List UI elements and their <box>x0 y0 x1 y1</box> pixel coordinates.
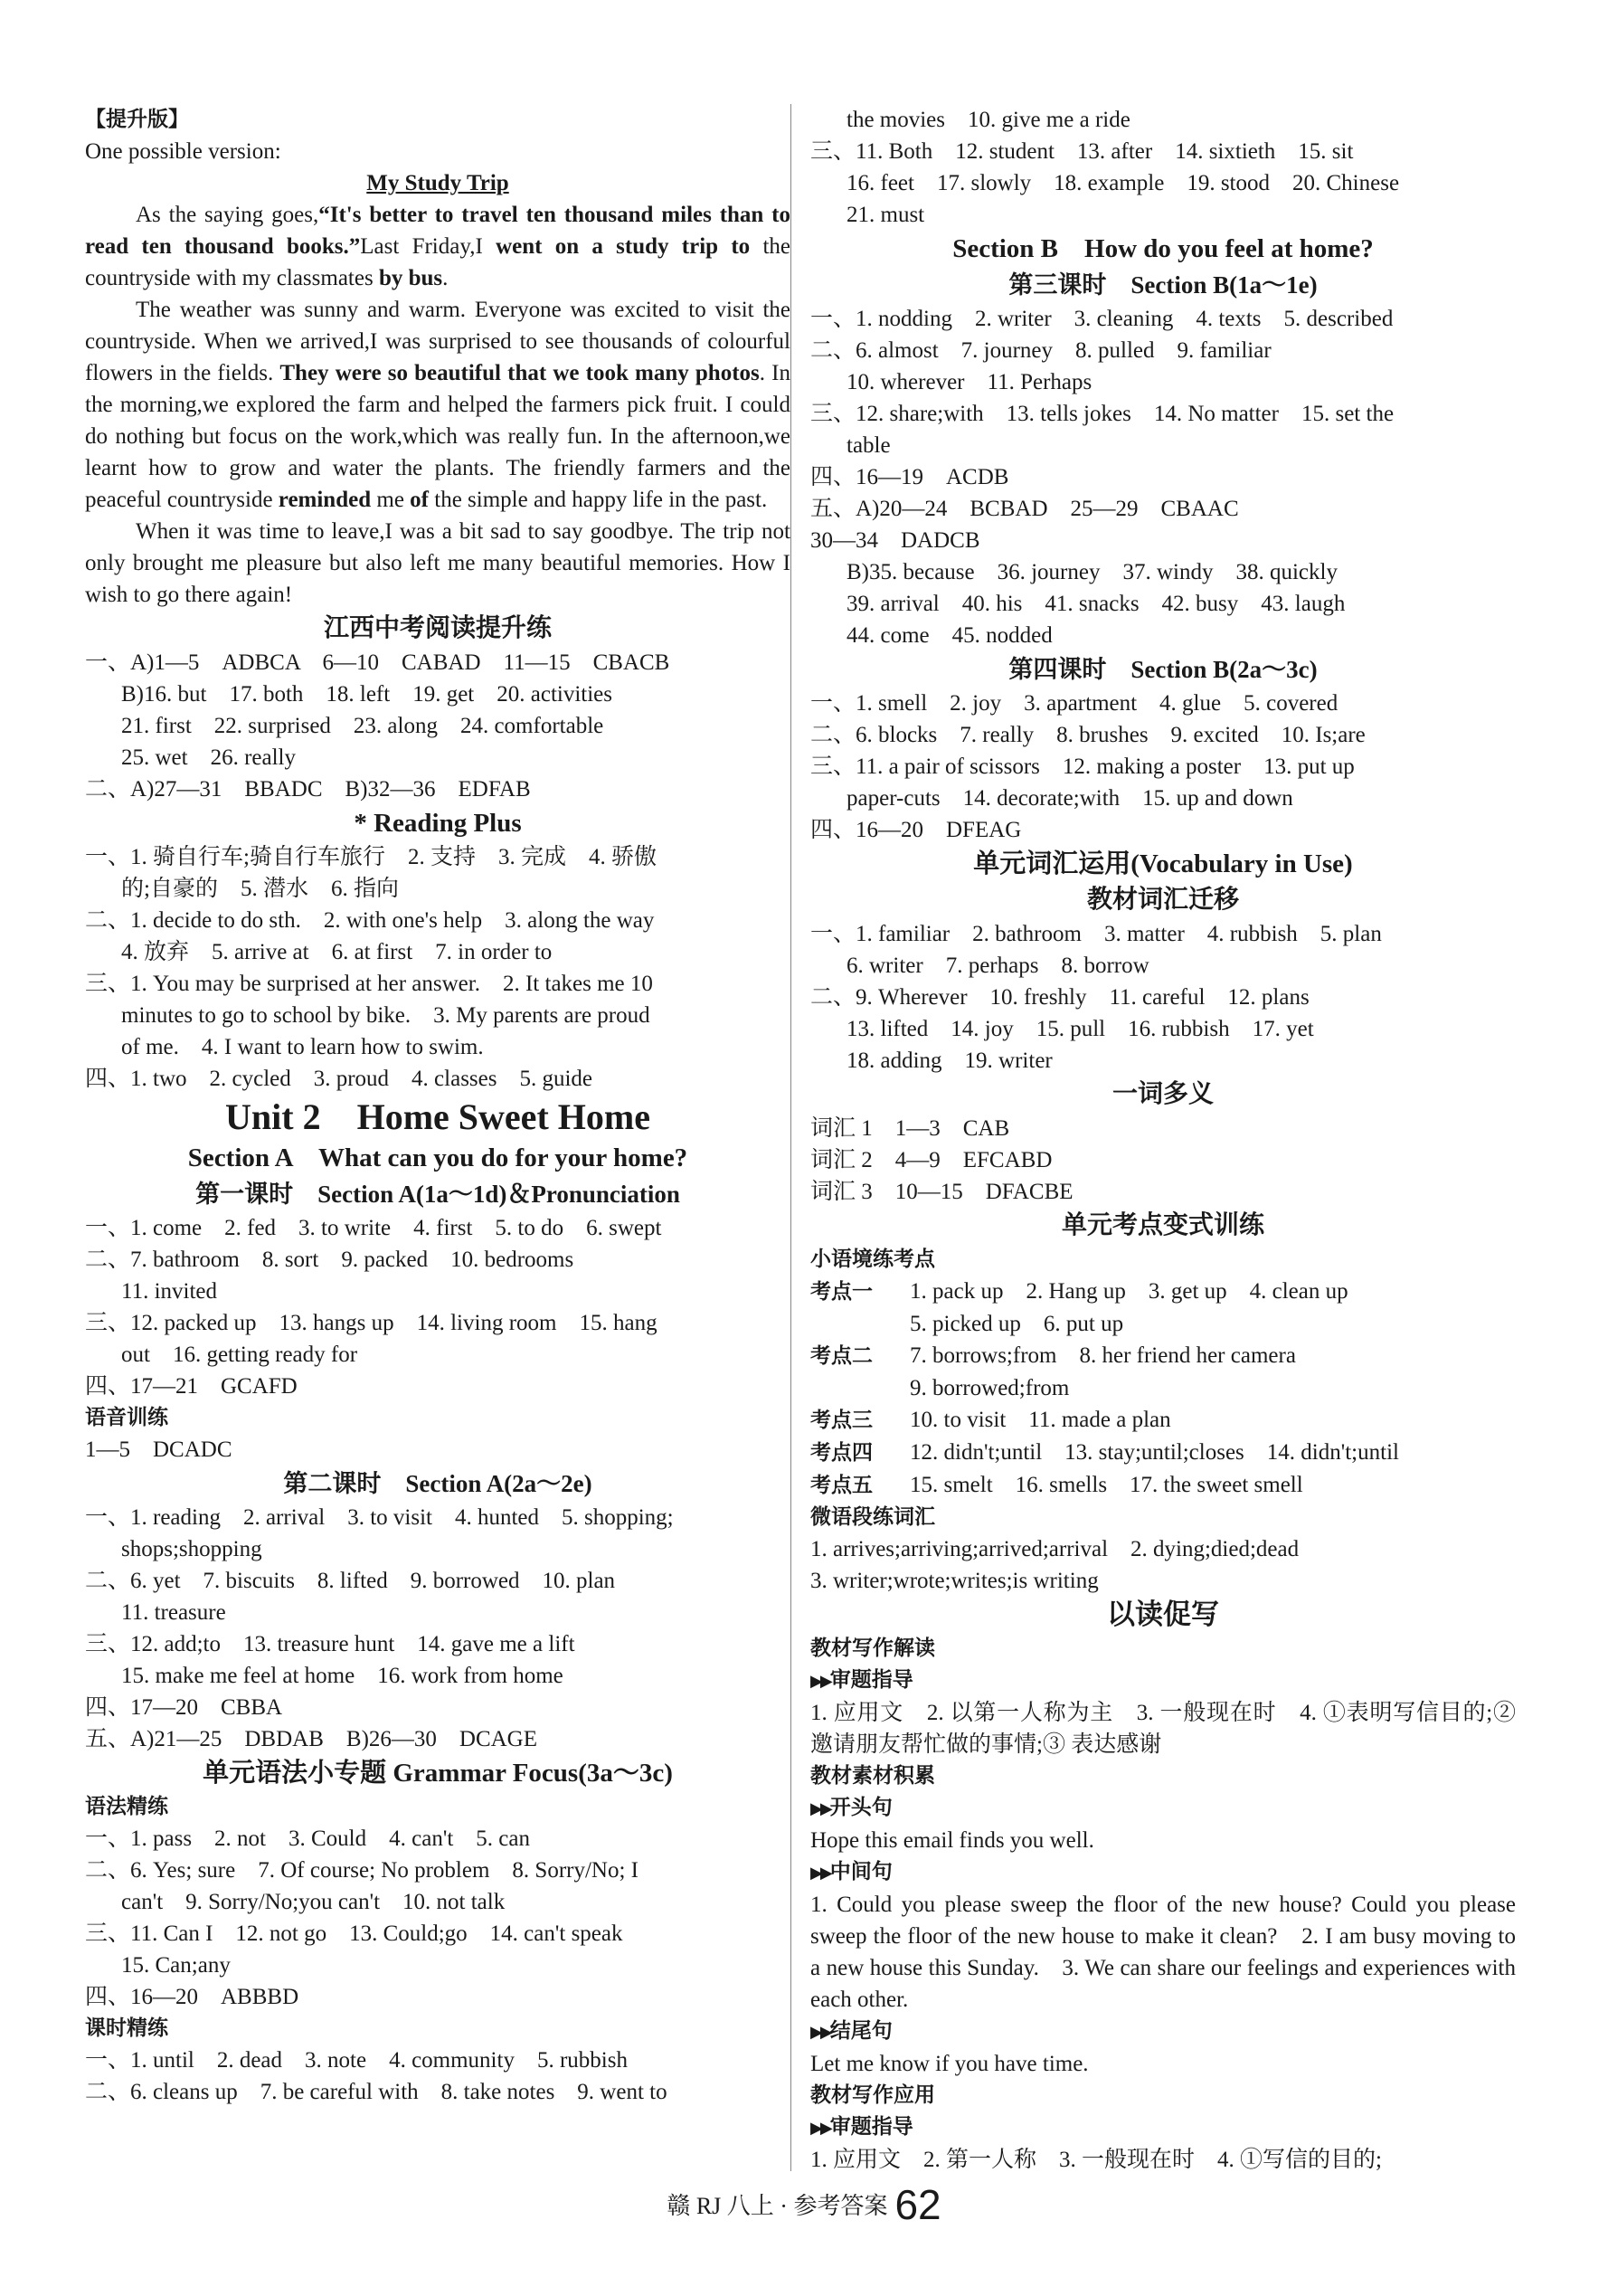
double-right-triangle-icon: ▶▶ <box>810 2023 830 2042</box>
answer-line: 一、1. come 2. fed 3. to write 4. first 5. to do 6. swept <box>85 1216 662 1240</box>
essay-run: “It's better to travel ten thousand miles than to read ten thousand books.” <box>85 203 791 259</box>
essay-run: . <box>442 266 449 290</box>
jiaocai-cihui-answers <box>810 918 1516 1077</box>
essay-run: by bus <box>378 266 443 290</box>
answer-line: 二、6. Yes; sure 7. Of course; No problem 8. Sorry/No; I <box>85 1858 638 1883</box>
essay-run: the countryside with my classmates <box>85 234 790 290</box>
shenti-zhidao-2-text: 1. 应用文 2. 第一人称 3. 一般现在时 4. ①写信的目的; <box>810 2148 1382 2172</box>
xiezuo-jiedu-label: 教材写作解读 <box>810 1637 935 1660</box>
answer-line: 二、7. bathroom 8. sort 9. packed 10. bedrooms <box>85 1248 574 1272</box>
answer-line: 15. make me feel at home 16. work from home <box>121 1664 563 1688</box>
answer-line: 二、6. cleans up 7. be careful with 8. take notes 9. went to <box>85 2080 667 2104</box>
kaodian-label: 考点五 <box>810 1474 873 1497</box>
answer-line: 一、1. until 2. dead 3. note 4. community 5. rubbish <box>85 2048 628 2073</box>
answer-line: 一、1. smell 2. joy 3. apartment 4. glue 5. covered <box>810 691 1338 716</box>
section-a-title: Section A What can you do for your home? <box>187 1143 688 1172</box>
answer-line: 二、6. blocks 7. really 8. brushes 9. excited 10. Is;are <box>810 723 1366 747</box>
unit-title: Unit 2 Home Sweet Home <box>225 1096 650 1137</box>
kaodian-label: 考点四 <box>810 1441 873 1465</box>
lesson-1-title: 第一课时 Section A(1a～1d)＆Pronunciation <box>195 1181 680 1208</box>
answer-line: 三、11. Can I 12. not go 13. Could;go 14. can't speak <box>85 1921 623 1946</box>
answer-line: 词汇 3 10—15 DFACBE <box>810 1180 1074 1204</box>
double-right-triangle-icon: ▶▶ <box>810 1864 830 1883</box>
essay-run: As the saying goes, <box>136 203 319 227</box>
answer-line: 6. writer 7. perhaps 8. borrow <box>847 954 1149 978</box>
yufa-jinglian-answers <box>85 1823 790 2013</box>
lesson-4-title: 第四课时 Section B(2a～3c) <box>1008 656 1318 683</box>
double-right-triangle-icon: ▶▶ <box>810 2119 830 2138</box>
kaodian-answers: 9. borrowed;from <box>910 1376 1070 1400</box>
answer-line: 44. come 45. nodded <box>847 623 1053 648</box>
essay-paragraph-1 <box>85 199 790 294</box>
reading-plus-answers <box>85 841 790 1095</box>
answer-line: 二、A)27—31 BBADC B)32—36 EDFAB <box>85 777 531 802</box>
keshi-jinglian-answers <box>85 2045 790 2108</box>
jiewei-ju-heading: ▶▶结尾句 <box>810 2019 893 2043</box>
xiezuo-yingyong-label: 教材写作应用 <box>810 2083 935 2107</box>
answer-line: 五、A)21—25 DBDAB B)26—30 DCAGE <box>85 1727 538 1751</box>
column-divider <box>790 104 791 2171</box>
kaodian-answers: 10. to visit 11. made a plan <box>910 1408 1171 1432</box>
answer-line: 18. adding 19. writer <box>847 1048 1053 1073</box>
footer-label: 赣 RJ 八上 · 参考答案 <box>667 2193 888 2219</box>
kaodian-answers: 5. picked up 6. put up <box>910 1312 1124 1336</box>
essay-run: the simple and happy life in the past. <box>429 488 768 512</box>
answer-line: 4. 放弃 5. arrive at 6. at first 7. in order to <box>121 940 553 964</box>
lesson-2-answers <box>85 1502 790 1755</box>
answer-line: 13. lifted 14. joy 15. pull 16. rubbish 17. yet <box>847 1017 1314 1041</box>
jiangxi-answers <box>85 647 790 805</box>
zhongjian-ju-text: 1. Could you please sweep the floor of the new house? Could you please sweep the floor of the new house to make it clean? 2. I am busy moving to a new house this Sunday. 3. We can share our feelings and experiences with each other. <box>810 1893 1516 2012</box>
yici-duoyi-answers <box>810 1113 1516 1208</box>
biansi-title: 单元考点变式训练 <box>1061 1211 1264 1239</box>
answer-line: 三、12. share;with 13. tells jokes 14. No matter 15. set the <box>810 402 1395 426</box>
lesson-3-title: 第三课时 Section B(1a～1e) <box>1008 271 1318 299</box>
essay-run: me <box>371 488 411 512</box>
answer-line: 三、12. add;to 13. treasure hunt 14. gave me a lift <box>85 1632 575 1656</box>
answer-line: paper-cuts 14. decorate;with 15. up and down <box>847 786 1293 811</box>
grammar-focus-title: 单元语法小专题 Grammar Focus(3a～3c) <box>203 1759 673 1788</box>
kaitou-ju-heading: ▶▶开头句 <box>810 1796 893 1819</box>
weiyuduan-label: 微语段练词汇 <box>810 1505 935 1529</box>
answer-line: 词汇 2 4—9 EFCABD <box>810 1148 1053 1172</box>
yuyin-label: 语音训练 <box>85 1406 168 1429</box>
continued-answers <box>810 104 1516 231</box>
essay-paragraph-2 <box>85 294 790 516</box>
answer-line: 三、11. a pair of scissors 12. making a poster 13. put up <box>810 754 1355 779</box>
answer-line: 词汇 1 1—3 CAB <box>810 1116 1010 1141</box>
kaodian-line <box>810 1404 1516 1437</box>
answer-line: 四、16—20 DFEAG <box>810 818 1022 842</box>
kaodian-answers: 15. smelt 16. smells 17. the sweet smell <box>910 1473 1303 1497</box>
kaodian-line <box>810 1437 1516 1469</box>
lesson-1-answers <box>85 1212 790 1402</box>
answer-line: 39. arrival 40. his 41. snacks 42. busy 43. laugh <box>847 592 1346 616</box>
jiangxi-section-title: 江西中考阅读提升练 <box>323 614 552 642</box>
answer-line: 二、6. almost 7. journey 8. pulled 9. familiar <box>810 338 1272 363</box>
left-column <box>85 104 790 2108</box>
answer-line: 30—34 DADCB <box>810 528 980 553</box>
keshi-jinglian-label: 课时精练 <box>85 2016 168 2040</box>
kaodian-answers: 12. didn't;until 13. stay;until;closes 14. didn't;until <box>910 1440 1399 1465</box>
possible-version: One possible version: <box>85 139 281 164</box>
answer-line: table <box>847 433 891 458</box>
essay-run: went on a study trip to <box>496 234 751 259</box>
answer-line: 二、9. Wherever 10. freshly 11. careful 12. plans <box>810 985 1310 1010</box>
lesson-4-answers <box>810 688 1516 846</box>
shenti-zhidao-heading: ▶▶审题指导 <box>810 1668 913 1692</box>
answer-line: 三、1. You may be surprised at her answer. 2. It takes me 10 <box>85 972 653 996</box>
answer-line: 11. treasure <box>121 1600 226 1625</box>
answer-line: 一、1. reading 2. arrival 3. to visit 4. hunted 5. shopping; <box>85 1505 674 1530</box>
answer-line: can't 9. Sorry/No;you can't 10. not talk <box>121 1890 506 1914</box>
jiaocai-cihui-title: 教材词汇迁移 <box>1086 886 1239 914</box>
lesson-3-answers <box>810 303 1516 651</box>
answer-line: 3. writer;wrote;writes;is writing <box>810 1569 1099 1593</box>
yici-duoyi-title: 一词多义 <box>1111 1080 1214 1108</box>
kaodian-line <box>810 1372 1516 1404</box>
page-number: 62 <box>894 2181 941 2228</box>
answer-line: 四、1. two 2. cycled 3. proud 4. classes 5. guide <box>85 1067 593 1091</box>
double-right-triangle-icon: ▶▶ <box>810 1672 830 1691</box>
jiewei-ju-text: Let me know if you have time. <box>810 2052 1089 2076</box>
right-column <box>810 104 1516 2176</box>
answer-line: 四、16—19 ACDB <box>810 465 1009 489</box>
answer-line: 一、A)1—5 ADBCA 6—10 CABAD 11—15 CBACB <box>85 650 670 675</box>
yidu-cuxie-title: 以读促写 <box>1107 1599 1219 1630</box>
answer-line: shops;shopping <box>121 1537 262 1561</box>
answer-line: the movies 10. give me a ride <box>847 108 1130 132</box>
kaodian-line <box>810 1340 1516 1372</box>
essay-title: My Study Trip <box>366 171 509 195</box>
answer-line: B)16. but 17. both 18. left 19. get 20. activities <box>121 682 612 707</box>
answer-line: 三、12. packed up 13. hangs up 14. living room 15. hang <box>85 1311 657 1335</box>
answer-line: 三、11. Both 12. student 13. after 14. sixtieth 15. sit <box>810 139 1354 164</box>
answer-line: 15. Can;any <box>121 1953 231 1978</box>
essay-run: The weather was sunny and warm. Everyone was excited to visit the countryside. When we arrived,I was surprised to see thousands of colourful flowers in the fields. <box>85 298 790 385</box>
double-right-triangle-icon: ▶▶ <box>810 1799 830 1818</box>
answer-line: 一、1. nodding 2. writer 3. cleaning 4. texts 5. described <box>810 307 1394 331</box>
kaodian-label: 考点二 <box>810 1344 873 1368</box>
shenti-zhidao-text: 1. 应用文 2. 以第一人称为主 3. 一般现在时 4. ①表明写信目的;②邀请朋友帮忙做的事情;③ 表达感谢 <box>810 1701 1516 1757</box>
kaodian-answers <box>810 1276 1516 1502</box>
lesson-2-title: 第二课时 Section A(2a～2e) <box>283 1470 592 1497</box>
answer-line: out 16. getting ready for <box>121 1342 358 1367</box>
yuyin-answers: 1—5 DCADC <box>85 1437 232 1462</box>
sucai-jilei-label: 教材素材积累 <box>810 1764 935 1788</box>
xiaoyujing-label: 小语境练考点 <box>810 1248 935 1271</box>
answer-line: 四、17—21 GCAFD <box>85 1374 298 1399</box>
answer-line: 的;自豪的 5. 潜水 6. 指向 <box>121 877 399 901</box>
answer-line: 一、1. familiar 2. bathroom 3. matter 4. rubbish 5. plan <box>810 922 1382 946</box>
answer-line: 16. feet 17. slowly 18. example 19. stood 20. Chinese <box>847 171 1400 195</box>
vocabulary-in-use-title: 单元词汇运用(Vocabulary in Use) <box>973 849 1353 878</box>
answer-line: 一、1. 骑自行车;骑自行车旅行 2. 支持 3. 完成 4. 骄傲 <box>85 845 657 869</box>
essay-paragraph-3: When it was time to leave,I was a bit sad to say goodbye. The trip not only brought me pleasure but also left me many beautiful memories. How I wish to go there again! <box>85 519 790 607</box>
answer-line: 四、17—20 CBBA <box>85 1695 283 1720</box>
section-b-title: Section B How do you feel at home? <box>952 234 1374 263</box>
zhongjian-ju-heading: ▶▶中间句 <box>810 1860 893 1883</box>
kaitou-ju-text: Hope this email finds you well. <box>810 1828 1094 1853</box>
tisheng-label: 【提升版】 <box>85 108 189 131</box>
answer-line: 五、A)20—24 BCBAD 25—29 CBAAC <box>810 497 1239 521</box>
essay-run: reminded <box>278 488 372 512</box>
weiyuduan-answers <box>810 1533 1516 1597</box>
answer-line: 1. arrives;arriving;arrived;arrival 2. dying;died;dead <box>810 1537 1300 1561</box>
essay-run: of <box>410 488 429 512</box>
answer-line: 二、6. yet 7. biscuits 8. lifted 9. borrowed 10. plan <box>85 1569 616 1593</box>
yufa-jinglian-label: 语法精练 <box>85 1795 168 1818</box>
reading-plus-title: * Reading Plus <box>354 809 522 838</box>
answer-line: 二、1. decide to do sth. 2. with one's help 3. along the way <box>85 908 655 933</box>
kaodian-line <box>810 1308 1516 1340</box>
kaodian-answers: 1. pack up 2. Hang up 3. get up 4. clean up <box>910 1279 1348 1304</box>
answer-line: 一、1. pass 2. not 3. Could 4. can't 5. can <box>85 1826 530 1851</box>
kaodian-line <box>810 1276 1516 1308</box>
page-footer <box>0 2180 1608 2229</box>
answer-line: of me. 4. I want to learn how to swim. <box>121 1035 484 1059</box>
answer-line: 21. first 22. surprised 23. along 24. comfortable <box>121 714 604 738</box>
kaodian-answers: 7. borrows;from 8. her friend her camera <box>910 1343 1296 1368</box>
kaodian-label: 考点三 <box>810 1409 873 1432</box>
answer-line: 11. invited <box>121 1279 218 1304</box>
kaodian-line <box>810 1469 1516 1502</box>
answer-line: minutes to go to school by bike. 3. My parents are proud <box>121 1003 650 1028</box>
essay-run: They were so beautiful that we took many photos <box>279 361 760 385</box>
answer-line: 10. wherever 11. Perhaps <box>847 370 1092 394</box>
answer-line: 四、16—20 ABBBD <box>85 1985 299 2009</box>
kaodian-label: 考点一 <box>810 1280 873 1304</box>
essay-run: . In the morning,we explored the farm and helped the farmers pick fruit. I could do nothing but focus on the work,which was really fun. In the afternoon,we learnt how to grow and water the plants. The friendly farmers and the peaceful countryside <box>85 361 790 512</box>
essay-run: Last Friday,I <box>360 234 497 259</box>
answer-line: B)35. because 36. journey 37. windy 38. quickly <box>847 560 1338 584</box>
answer-line: 25. wet 26. really <box>121 745 297 770</box>
shenti-zhidao-2-heading: ▶▶审题指导 <box>810 2115 913 2139</box>
answer-line: 21. must <box>847 203 925 227</box>
